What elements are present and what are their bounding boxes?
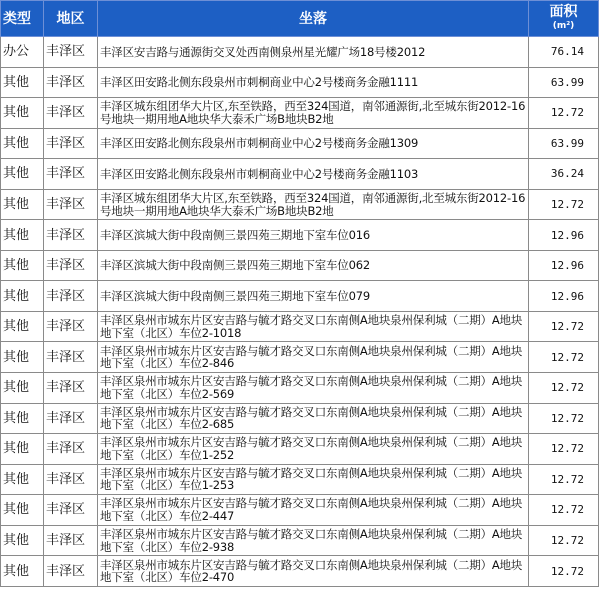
cell-district: 丰泽区 [44, 311, 98, 342]
cell-type: 其他 [1, 342, 44, 373]
cell-type: 其他 [1, 464, 44, 495]
cell-area: 12.72 [529, 556, 599, 587]
cell-district: 丰泽区 [44, 525, 98, 556]
cell-district: 丰泽区 [44, 495, 98, 526]
cell-type: 其他 [1, 220, 44, 251]
cell-area: 63.99 [529, 67, 599, 98]
cell-type: 其他 [1, 556, 44, 587]
header-type: 类型 [1, 1, 44, 37]
cell-type: 其他 [1, 495, 44, 526]
cell-location: 丰泽区滨城大街中段南侧三景四苑三期地下室车位062 [98, 250, 529, 281]
cell-type: 其他 [1, 98, 44, 129]
cell-location: 丰泽区泉州市城东片区安吉路与毓才路交叉口东南侧A地块泉州保利城（二期）A地块地下室（北区）车位2-569 [98, 373, 529, 404]
cell-type: 其他 [1, 67, 44, 98]
table-header-row [1, 1, 599, 37]
cell-area: 12.72 [529, 525, 599, 556]
cell-type: 其他 [1, 434, 44, 465]
cell-type: 其他 [1, 281, 44, 312]
cell-area: 12.96 [529, 250, 599, 281]
cell-area: 12.96 [529, 281, 599, 312]
table-row [1, 556, 599, 587]
cell-area: 12.72 [529, 495, 599, 526]
header-area [529, 1, 599, 37]
cell-district: 丰泽区 [44, 250, 98, 281]
cell-area: 12.72 [529, 98, 599, 129]
cell-district: 丰泽区 [44, 220, 98, 251]
cell-type: 其他 [1, 189, 44, 220]
table-row [1, 403, 599, 434]
cell-area: 12.72 [529, 311, 599, 342]
cell-location: 丰泽区城东组团华大片区,东至铁路，西至324国道，南邻通源街,北至城东街2012-16号地块一期用地A地块华大泰禾广场B地块B2地 [98, 98, 529, 129]
cell-location: 丰泽区田安路北侧东段泉州市刺桐商业中心2号楼商务金融1103 [98, 159, 529, 190]
cell-district: 丰泽区 [44, 373, 98, 404]
table-row [1, 159, 599, 190]
cell-type: 其他 [1, 250, 44, 281]
table-row [1, 98, 599, 129]
table-row [1, 37, 599, 68]
cell-area: 12.72 [529, 342, 599, 373]
cell-area: 76.14 [529, 37, 599, 68]
cell-location: 丰泽区田安路北侧东段泉州市刺桐商业中心2号楼商务金融1111 [98, 67, 529, 98]
cell-location: 丰泽区泉州市城东片区安吉路与毓才路交叉口东南侧A地块泉州保利城（二期）A地块地下室（北区）车位1-252 [98, 434, 529, 465]
cell-district: 丰泽区 [44, 98, 98, 129]
table-row [1, 67, 599, 98]
cell-type: 其他 [1, 525, 44, 556]
header-location: 坐落 [98, 1, 529, 37]
cell-location: 丰泽区泉州市城东片区安吉路与毓才路交叉口东南侧A地块泉州保利城（二期）A地块地下室（北区）车位2-1018 [98, 311, 529, 342]
header-area-label: 面积 [549, 3, 578, 20]
table-row [1, 434, 599, 465]
cell-district: 丰泽区 [44, 556, 98, 587]
cell-area: 12.96 [529, 220, 599, 251]
table-row [1, 311, 599, 342]
table-row [1, 464, 599, 495]
cell-area: 12.72 [529, 403, 599, 434]
cell-location: 丰泽区泉州市城东片区安吉路与毓才路交叉口东南侧A地块泉州保利城（二期）A地块地下室（北区）车位2-846 [98, 342, 529, 373]
cell-location: 丰泽区泉州市城东片区安吉路与毓才路交叉口东南侧A地块泉州保利城（二期）A地块地下室（北区）车位2-447 [98, 495, 529, 526]
cell-location: 丰泽区田安路北侧东段泉州市刺桐商业中心2号楼商务金融1309 [98, 128, 529, 159]
cell-type: 其他 [1, 403, 44, 434]
cell-area: 12.72 [529, 464, 599, 495]
cell-district: 丰泽区 [44, 67, 98, 98]
table-row [1, 373, 599, 404]
cell-type: 其他 [1, 128, 44, 159]
cell-location: 丰泽区滨城大街中段南侧三景四苑三期地下室车位079 [98, 281, 529, 312]
cell-area: 12.72 [529, 373, 599, 404]
cell-district: 丰泽区 [44, 434, 98, 465]
table-row [1, 189, 599, 220]
table-row [1, 525, 599, 556]
header-district: 地区 [44, 1, 98, 37]
cell-type: 办公 [1, 37, 44, 68]
cell-district: 丰泽区 [44, 37, 98, 68]
cell-location: 丰泽区泉州市城东片区安吉路与毓才路交叉口东南侧A地块泉州保利城（二期）A地块地下室（北区）车位1-253 [98, 464, 529, 495]
cell-area: 12.72 [529, 189, 599, 220]
cell-type: 其他 [1, 311, 44, 342]
cell-district: 丰泽区 [44, 281, 98, 312]
cell-location: 丰泽区泉州市城东片区安吉路与毓才路交叉口东南侧A地块泉州保利城（二期）A地块地下室（北区）车位2-685 [98, 403, 529, 434]
table-row [1, 342, 599, 373]
cell-location: 丰泽区安吉路与通源街交叉处西南侧泉州星光耀广场18号楼2012 [98, 37, 529, 68]
cell-type: 其他 [1, 159, 44, 190]
table-row [1, 281, 599, 312]
cell-type: 其他 [1, 373, 44, 404]
cell-district: 丰泽区 [44, 159, 98, 190]
table-row [1, 128, 599, 159]
cell-district: 丰泽区 [44, 128, 98, 159]
cell-area: 12.72 [529, 434, 599, 465]
cell-location: 丰泽区泉州市城东片区安吉路与毓才路交叉口东南侧A地块泉州保利城（二期）A地块地下室（北区）车位2-938 [98, 525, 529, 556]
cell-district: 丰泽区 [44, 342, 98, 373]
header-area-unit: (m²) [552, 20, 575, 31]
cell-area: 36.24 [529, 159, 599, 190]
cell-district: 丰泽区 [44, 189, 98, 220]
cell-area: 63.99 [529, 128, 599, 159]
table-row [1, 220, 599, 251]
table-body [1, 37, 599, 587]
cell-district: 丰泽区 [44, 403, 98, 434]
table-row [1, 495, 599, 526]
table-row [1, 250, 599, 281]
cell-location: 丰泽区滨城大街中段南侧三景四苑三期地下室车位016 [98, 220, 529, 251]
cell-location: 丰泽区泉州市城东片区安吉路与毓才路交叉口东南侧A地块泉州保利城（二期）A地块地下室（北区）车位2-470 [98, 556, 529, 587]
cell-district: 丰泽区 [44, 464, 98, 495]
cell-location: 丰泽区城东组团华大片区,东至铁路，西至324国道，南邻通源街,北至城东街2012-16号地块一期用地A地块华大泰禾广场B地块B2地 [98, 189, 529, 220]
